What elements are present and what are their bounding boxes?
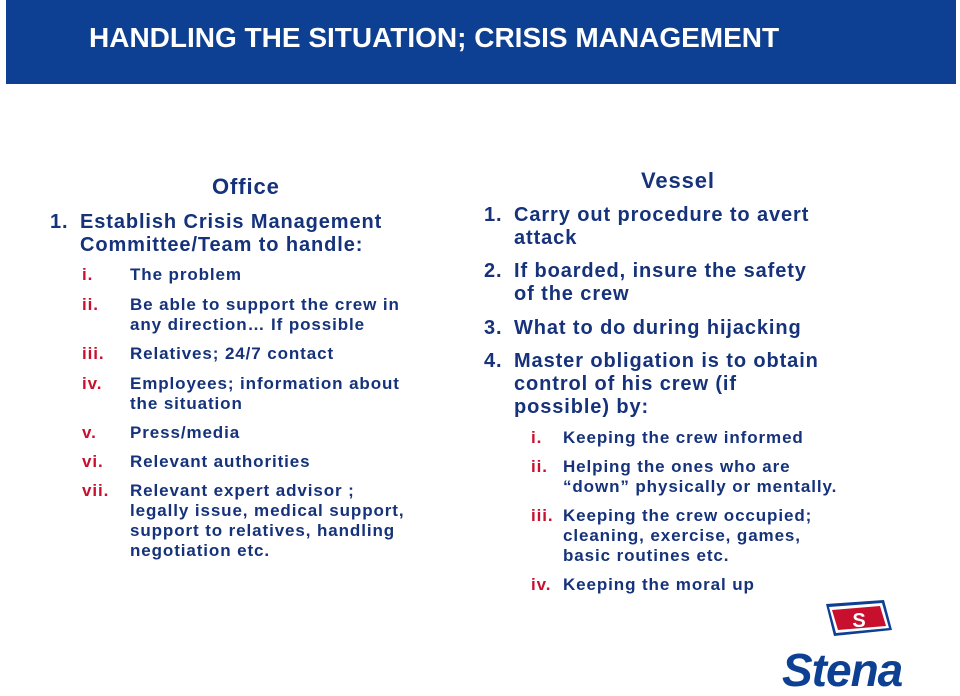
office-sub-4-line-2: the situation: [130, 394, 243, 413]
office-sub-7-line-3: support to relatives, handling: [130, 521, 396, 540]
vessel-item-4-line-2: control of his crew (if: [514, 373, 737, 395]
office-sub-5-line-1: Press/media: [130, 423, 241, 442]
office-item-1-num: 1.: [50, 211, 69, 233]
stena-logo: [780, 598, 940, 694]
vessel-sub-2-line-2: “down” physically or mentally.: [563, 477, 838, 496]
office-heading: Office: [212, 174, 280, 199]
vessel-item-4-num: 4.: [484, 350, 503, 372]
vessel-item-2-num: 2.: [484, 260, 503, 282]
office-sub-3-line-1: Relatives; 24/7 contact: [130, 344, 335, 363]
vessel-sub-2-line-1: Helping the ones who are: [563, 457, 791, 476]
office-sub-7-line-1: Relevant expert advisor ;: [130, 481, 355, 500]
stena-flag-letter: S: [852, 610, 866, 632]
vessel-sub-1-line-1: Keeping the crew informed: [563, 428, 804, 447]
office-sub-7-line-4: negotiation etc.: [130, 541, 271, 560]
vessel-sub-3-line-2: cleaning, exercise, games,: [563, 526, 801, 545]
office-sub-6-line-1: Relevant authorities: [130, 452, 311, 471]
office-sub-7-line-2: legally issue, medical support,: [130, 501, 405, 520]
vessel-item-1-line-2: attack: [514, 227, 578, 249]
vessel-sub-3-line-3: basic routines etc.: [563, 546, 730, 565]
stena-flag-icon: [826, 600, 892, 636]
vessel-item-3-num: 3.: [484, 317, 503, 339]
vessel-item-2-line-1: If boarded, insure the safety: [514, 260, 807, 282]
stena-logo-graphic: [780, 598, 940, 694]
office-sub-1-line-1: The problem: [130, 265, 242, 284]
vessel-heading: Vessel: [641, 168, 715, 193]
vessel-item-2-line-2: of the crew: [514, 283, 630, 305]
office-sub-2-line-1: Be able to support the crew in: [130, 295, 400, 314]
vessel-item-1-line-1: Carry out procedure to avert: [514, 204, 810, 226]
vessel-sub-1-num: i.: [531, 428, 543, 447]
vessel-sub-3-num: iii.: [531, 506, 554, 525]
vessel-item-4-line-3: possible) by:: [514, 396, 650, 418]
office-sub-4-line-1: Employees; information about: [130, 374, 400, 393]
office-sub-7-num: vii.: [82, 481, 110, 500]
vessel-item-3-line-1: What to do during hijacking: [514, 317, 802, 339]
stena-wordmark: Stena: [782, 644, 903, 694]
office-sub-3-num: iii.: [82, 344, 105, 363]
vessel-item-1-num: 1.: [484, 204, 503, 226]
vessel-sub-4-line-1: Keeping the moral up: [563, 575, 755, 594]
office-sub-2-line-2: any direction… If possible: [130, 315, 365, 334]
office-item-1-line-1: Establish Crisis Management: [80, 211, 383, 233]
office-item-1-line-2: Committee/Team to handle:: [80, 234, 364, 256]
office-sub-4-num: iv.: [82, 374, 103, 393]
office-sub-2-num: ii.: [82, 295, 99, 314]
office-sub-6-num: vi.: [82, 452, 104, 471]
page-title: HANDLING THE SITUATION; CRISIS MANAGEMENT: [89, 22, 780, 53]
office-sub-5-num: v.: [82, 423, 97, 442]
vessel-sub-2-num: ii.: [531, 457, 548, 476]
vessel-sub-4-num: iv.: [531, 575, 552, 594]
vessel-sub-3-line-1: Keeping the crew occupied;: [563, 506, 813, 525]
office-sub-1-num: i.: [82, 265, 94, 284]
title-bar: [6, 0, 956, 84]
vessel-item-4-line-1: Master obligation is to obtain: [514, 350, 819, 372]
